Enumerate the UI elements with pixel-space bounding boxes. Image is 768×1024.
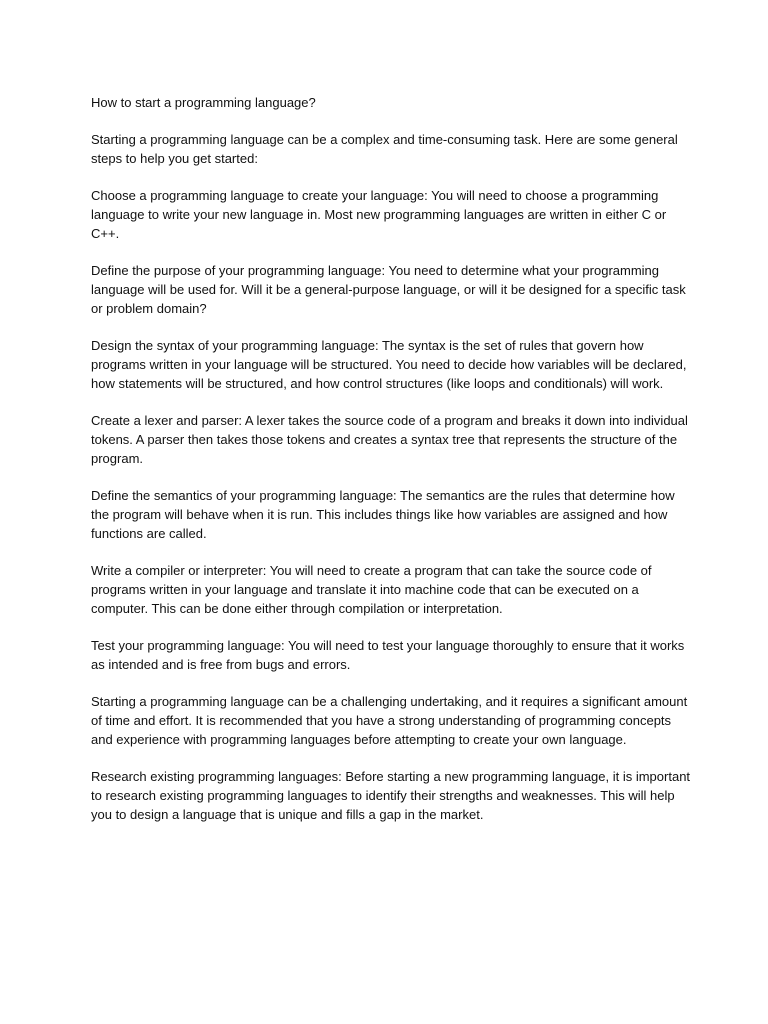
paragraph-test-language: Test your programming language: You will need to test your language thoroughly to ensure that it works as intended and is free from bugs and errors.	[91, 638, 685, 672]
paragraph-compiler-interpreter: Write a compiler or interpreter: You will need to create a program that can take the source code of programs written in your language and translate it into machine code that can be executed on a computer. This can be done either through compilation or interpretation.	[91, 563, 652, 616]
document-title: How to start a programming language?	[91, 95, 316, 110]
paragraph-challenging-undertaking: Starting a programming language can be a challenging undertaking, and it requires a significant amount of time and effort. It is recommended that you have a strong understanding of programming concepts and experience with programming languages before attempting to create your own language.	[91, 694, 688, 747]
paragraph-intro: Starting a programming language can be a complex and time-consuming task. Here are some general steps to help you get started:	[91, 132, 678, 166]
paragraph-define-semantics: Define the semantics of your programming language: The semantics are the rules that determine how the program will behave when it is run. This includes things like how variables are assigned and how functions are called.	[91, 488, 675, 541]
paragraph-design-syntax: Design the syntax of your programming language: The syntax is the set of rules that govern how programs written in your language will be structured. You need to decide how variables will be declared, how statements will be structured, and how control structures (like loops and conditionals) will work.	[91, 338, 687, 391]
paragraph-research-existing: Research existing programming languages: Before starting a new programming language, it is important to research existing programming languages to identify their strengths and weaknesses. This will help you to design a language that is unique and fills a gap in the market.	[91, 769, 691, 822]
paragraph-choose-language: Choose a programming language to create your language: You will need to choose a programming language to write your new language in. Most new programming languages are written in either C or C++.	[91, 188, 667, 241]
paragraph-define-purpose: Define the purpose of your programming language: You need to determine what your programming language will be used for. Will it be a general-purpose language, or will it be designed for a specific task or problem domain?	[91, 263, 686, 316]
document-body	[91, 93, 691, 842]
paragraph-lexer-parser: Create a lexer and parser: A lexer takes the source code of a program and breaks it down into individual tokens. A parser then takes those tokens and creates a syntax tree that represents the structure of the program.	[91, 413, 688, 466]
